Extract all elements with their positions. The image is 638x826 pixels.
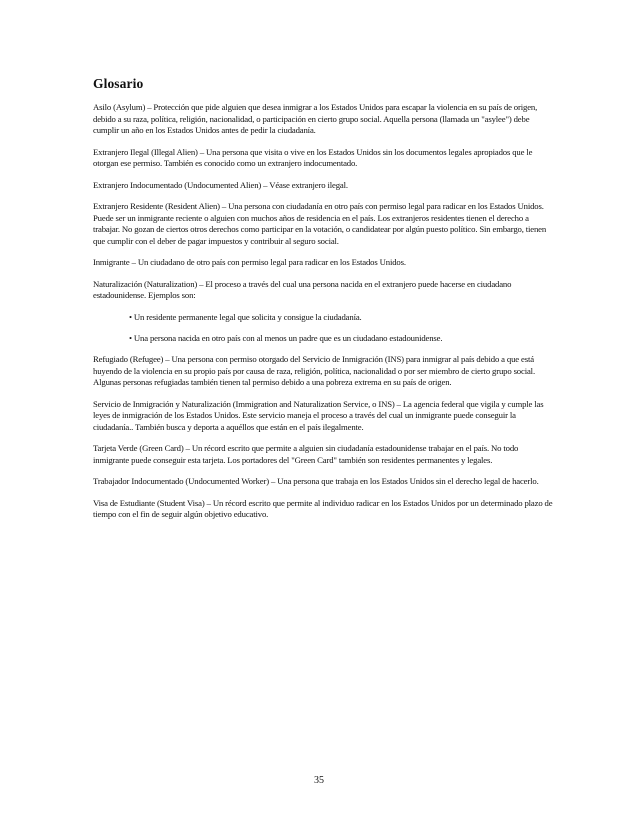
glossary-entry-extranjero-ilegal: Extranjero Ilegal (Illegal Alien) – Una persona que visita o vive en los Estados Unidos sin los documentos legales apropiados que le otorgan ese permiso. También es conocido como un extranjero indocumentado. xyxy=(93,146,533,169)
naturalizacion-example-2: • Una persona nacida en otro país con al menos un padre que es un ciudadano estadounidense. xyxy=(129,332,443,343)
page-title: Glosario xyxy=(93,76,144,91)
glossary-entry-asilo: Asilo (Asylum) – Protección que pide alguien que desea inmigrar a los Estados Unidos para escapar la violencia en su país de origen, debido a su raza, política, religión, nacionalidad, o participación en cierto grupo social. Aquella persona (llamada un "asylee") debe cumplir un año en los Estados Unidos antes de pedir la ciudadanía. xyxy=(93,102,538,136)
glossary-body xyxy=(93,102,555,531)
glossary-entry-extranjero-residente: Extranjero Residente (Resident Alien) – Una persona con ciudadanía en otro país con permiso legal para radicar en los Estados Unidos. Puede ser un inmigrante reciente o alguien con muchos años de residencia en el país. Los extranjeros residentes tienen el derecho a trabajar. No gozan de ciertos otros derechos como participar en la votación, o candidatear por algún puesto político. Sin embargo, tienen que cumplir con el deber de pagar impuestos y contribuir al seguro social. xyxy=(93,200,547,246)
glossary-entry-naturalizacion: Naturalización (Naturalization) – El proceso a través del cual una persona nacida en el extranjero puede hacerse en ciudadano estadounidense. Ejemplos son: xyxy=(93,278,512,301)
glossary-entry-extranjero-indocumentado: Extranjero Indocumentado (Undocumented Alien) – Véase extranjero ilegal. xyxy=(93,179,348,190)
glossary-entry-refugiado: Refugiado (Refugee) – Una persona con permiso otorgado del Servicio de Inmigración (INS) para inmigrar al país debido a que está huyendo de la violencia en su propio país por causa de raza, religión, política, nacionalidad o por ser miembro de cierto grupo social. Algunas personas refugiadas también tienen tal permiso debido a una pobreza extrema en su país de origen. xyxy=(93,354,535,388)
naturalizacion-example-1: • Un residente permanente legal que solicita y consigue la ciudadanía. xyxy=(129,311,362,322)
page-number: 35 xyxy=(314,775,324,786)
glossary-entry-ins: Servicio de Inmigración y Naturalización (Immigration and Naturalization Service, o INS) – La agencia federal que vigila y cumple las leyes de inmigración de los Estados Unidos. Este servicio maneja el proceso a través del cual un inmigrante puede conseguir la ciudadanía.. También busca y deporta a aquéllos que están en el país ilegalmente. xyxy=(93,398,544,433)
glossary-entry-tarjeta-verde: Tarjeta Verde (Green Card) – Un récord escrito que permite a alguien sin ciudadanía estadounidense trabajar en el país. No todo inmigrante puede conseguir esta tarjeta. Los portadores del "Green Card" también son residentes permanentes y legales. xyxy=(93,443,519,466)
glossary-entry-trabajador-indocumentado: Trabajador Indocumentado (Undocumented Worker) – Una persona que trabaja en los Estados Unidos sin el derecho legal de hacerlo. xyxy=(93,476,539,487)
glossary-entry-visa-estudiante: Visa de Estudiante (Student Visa) – Un récord escrito que permite al individuo radicar en los Estados Unidos por un determinado plazo de tiempo con el fin de seguir algún objetivo educativo. xyxy=(93,497,553,520)
glossary-entry-inmigrante: Inmigrante – Un ciudadano de otro país con permiso legal para radicar en los Estados Unidos. xyxy=(93,257,406,268)
